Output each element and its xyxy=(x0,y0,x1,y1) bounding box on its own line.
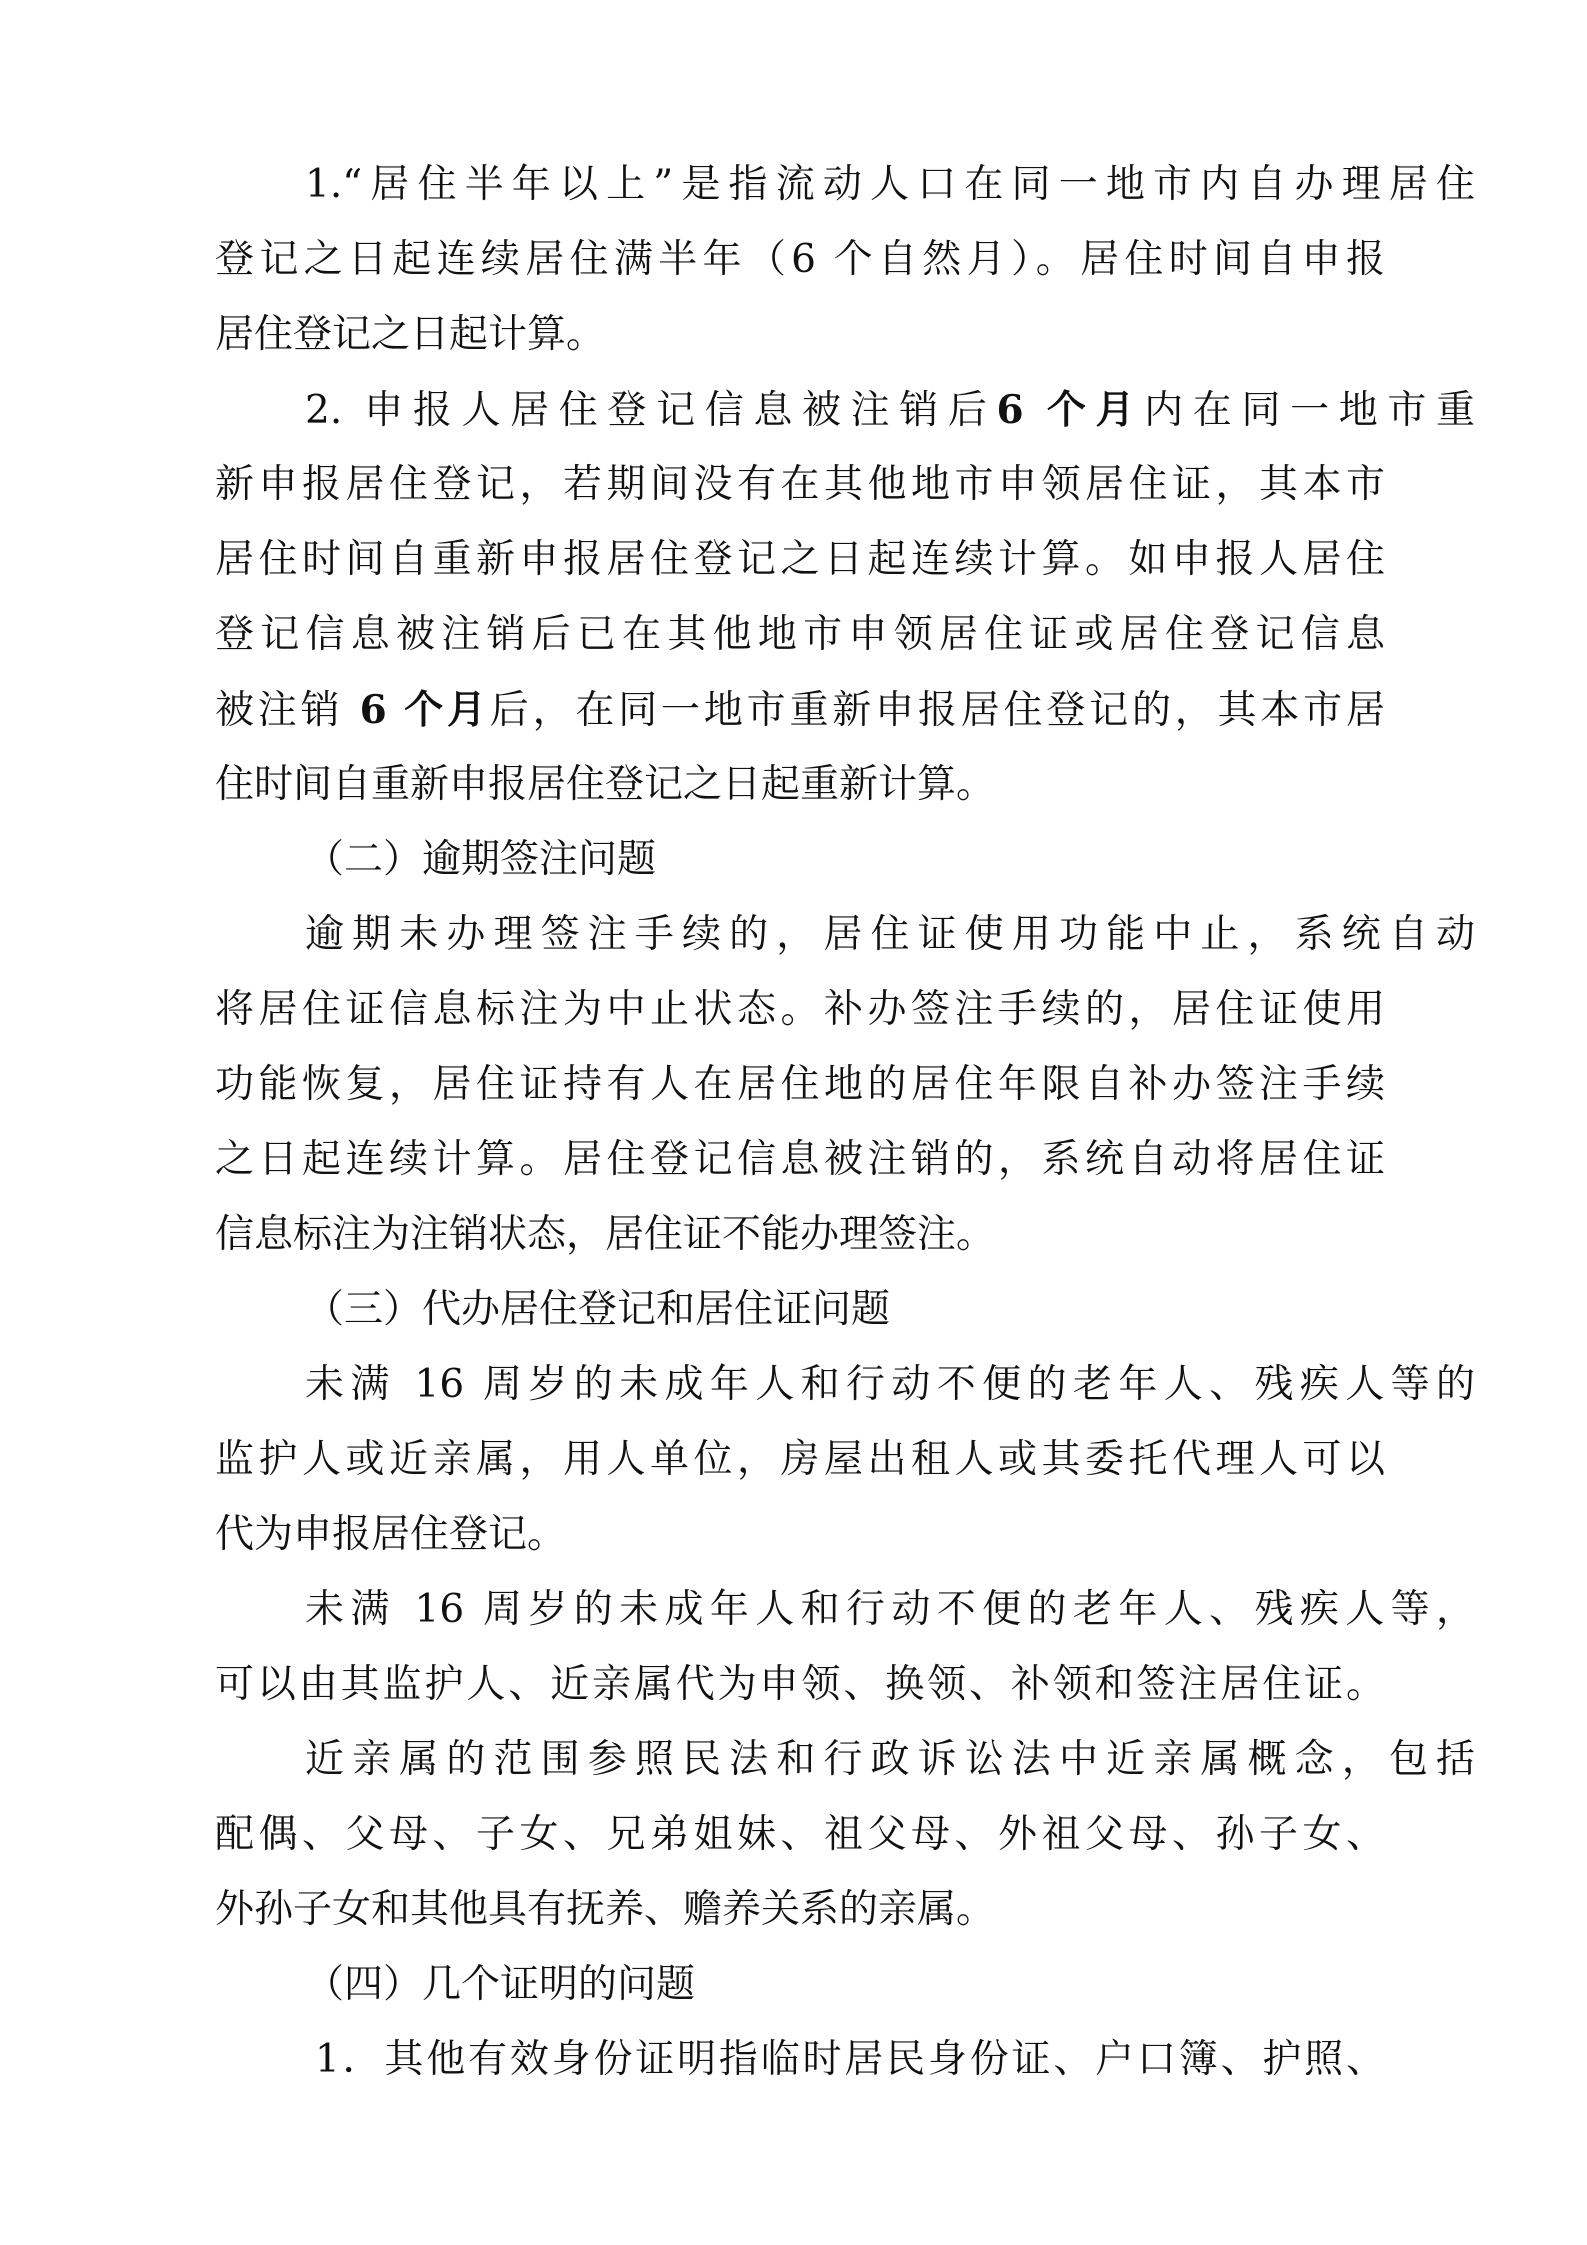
bold-text: 6 个月 xyxy=(359,687,490,733)
text-segment: 内在同一地市重 xyxy=(1144,388,1475,433)
paragraph-line: 未满 16 周岁的未成年人和行动不便的老年人、残疾人等的 xyxy=(305,1362,1475,1407)
paragraph-line: 登记之日起连续居住满半年（6 个自然月）。居住时间自申报 xyxy=(215,237,1385,282)
paragraph-line xyxy=(215,680,1385,740)
text-segment: 2. 申报人居住登记信息被注销后 xyxy=(305,388,997,433)
paragraph-line: 逾期未办理签注手续的，居住证使用功能中止，系统自动 xyxy=(305,912,1475,957)
paragraph-line: 近亲属的范围参照民法和行政诉讼法中近亲属概念，包括 xyxy=(305,1737,1475,1782)
section-heading: （四）几个证明的问题 xyxy=(305,1962,696,2007)
bold-text: 6 个月 xyxy=(996,387,1145,433)
paragraph-line: 功能恢复，居住证持有人在居住地的居住年限自补办签注手续 xyxy=(215,1062,1385,1107)
paragraph-line: 将居住证信息标注为中止状态。补办签注手续的，居住证使用 xyxy=(215,987,1385,1032)
paragraph-line: 可以由其监护人、近亲属代为申领、换领、补领和签注居住证。 xyxy=(215,1662,1385,1707)
paragraph-line: 1.“居住半年以上”是指流动人口在同一地市内自办理居住 xyxy=(305,162,1475,207)
text-segment: 被注销 xyxy=(215,688,360,733)
paragraph-line: 住时间自重新申报居住登记之日起重新计算。 xyxy=(215,762,996,807)
paragraph-line: 信息标注为注销状态，居住证不能办理签注。 xyxy=(215,1212,996,1257)
paragraph-line: 1．其他有效身份证明指临时居民身份证、户口簿、护照、 xyxy=(315,2037,1385,2082)
paragraph-line: 居住登记之日起计算。 xyxy=(215,312,606,357)
paragraph-line: 监护人或近亲属，用人单位，房屋出租人或其委托代理人可以 xyxy=(215,1437,1385,1482)
paragraph-line: 新申报居住登记，若期间没有在其他地市申领居住证，其本市 xyxy=(215,462,1385,507)
paragraph-line xyxy=(305,380,1475,440)
text-segment: 后，在同一地市重新申报居住登记的，其本市居 xyxy=(489,688,1385,733)
paragraph-line: 居住时间自重新申报居住登记之日起连续计算。如申报人居住 xyxy=(215,537,1385,582)
paragraph-line: 代为申报居住登记。 xyxy=(215,1512,567,1557)
paragraph-line: 未满 16 周岁的未成年人和行动不便的老年人、残疾人等， xyxy=(305,1587,1475,1632)
paragraph-line: 之日起连续计算。居住登记信息被注销的，系统自动将居住证 xyxy=(215,1137,1385,1182)
paragraph-line: 外孙子女和其他具有抚养、赡养关系的亲属。 xyxy=(215,1887,996,1932)
paragraph-line: 配偶、父母、子女、兄弟姐妹、祖父母、外祖父母、孙子女、 xyxy=(215,1812,1385,1857)
section-heading: （二）逾期签注问题 xyxy=(305,837,657,882)
paragraph-line: 登记信息被注销后已在其他地市申领居住证或居住登记信息 xyxy=(215,612,1385,657)
section-heading: （三）代办居住登记和居住证问题 xyxy=(305,1287,891,1332)
